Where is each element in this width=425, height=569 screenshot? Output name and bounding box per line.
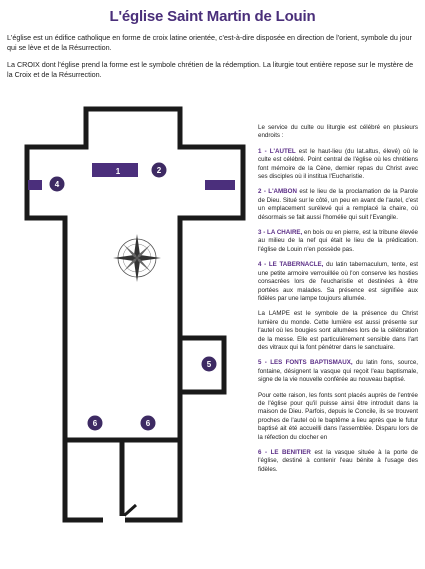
description-item-ambon (258, 188, 418, 222)
item-text: est le lieu de la proclamation de la Parole de Dieu. Situé sur le côté, un peu en avant de l'autel, c'est un emplacement surélevé qui a remplacé la chaire, où désormais se fait aussi l'homélie qui suit l'Evangile. (258, 188, 418, 221)
description-item-fonts-placement (258, 392, 418, 442)
marker-autel (116, 167, 121, 176)
marker-benitier-right (141, 416, 156, 431)
description-column (258, 124, 418, 481)
item-heading: 3 - LA CHAIRE, (258, 229, 303, 237)
description-item-fonts (258, 359, 418, 384)
item-heading: 5 - LES FONTS BAPTISMAUX, (258, 359, 353, 367)
item-text: est la vasque située à la porte de l'église, destiné à contenir l'eau bénite à l'usage des fidèles. (258, 449, 418, 473)
side-bench-right (205, 180, 235, 190)
item-text: du latin tabernaculum, tente, est une petite armoire verrouillée où l'on conserve les hosties consacrées lors de l'eucharistie et destinées à être portées aux malades. Sa présence est signifiée aux fidèles par une lampe toujours allumée. (258, 261, 419, 302)
description-item-benitier (258, 449, 418, 474)
item-heading: 6 - LE BENITIER (258, 449, 311, 456)
description-item-lampe (258, 310, 418, 352)
intro-paragraph-orientation: L'église est un édifice catholique en forme de croix latine orientée, c'est-à-dire disposée en direction de l'orient, symbole du jour qui se lève et de la Résurrection. (7, 33, 412, 52)
description-item-chaire (258, 229, 418, 254)
marker-ambon (152, 163, 167, 178)
marker-label: 5 (206, 360, 212, 369)
item-heading: 2 - L'AMBON (258, 188, 297, 196)
marker-label: 2 (156, 166, 162, 175)
page-title: L'église Saint Martin de Louin (109, 8, 316, 25)
item-text: en bois ou en pierre, est la tribune élevée au milieu de la nef qui était le lieu de la prédication. l'église de Louin n'en possède pas. (258, 229, 418, 253)
side-bench-left (28, 180, 42, 190)
marker-fonts-baptismaux (202, 357, 217, 372)
description-item-autel (258, 148, 418, 182)
description-item-tabernacle (258, 261, 418, 303)
item-heading: 4 - LE TABERNACLE, (258, 261, 324, 269)
marker-label: 6 (92, 419, 98, 428)
marker-tabernacle (50, 177, 65, 192)
item-text: Pour cette raison, les fonts sont placés auprès de l'entrée de l'église pour qu'il puisse ainsi être introduit dans la maison de Dieu. Parfois, depuis le Concile, ils se trouvent proches de l'autel où le baptême a lieu après que le futur baptisé ait été accueilli dans l'assemblée. Disparu lors de la réfection du clocher en (258, 391, 418, 441)
marker-label: 6 (145, 419, 151, 428)
item-heading: 1 - L'AUTEL (258, 147, 296, 155)
item-text: La LAMPE est le symbole de la présence du Christ lumière du monde. Cette lumière est aussi présente sur l'autel où les bougies sont allumées lors de la célébration de la messe. Elle est particulièrement sensible dans l'art des vitraux qui la font pénétrer dans le sanctuaire. (258, 310, 418, 351)
door-gap (103, 516, 125, 524)
marker-benitier-left (88, 416, 103, 431)
description-lead: Le service du culte ou liturgie est célébré en plusieurs endroits : (258, 124, 418, 140)
compass-rose-icon (113, 234, 161, 282)
item-text: du latin fons, source, fontaine, désignent la vasque qui reçoit l'eau baptismale, signe de la vie nouvelle conférée au nouveau baptisé. (258, 359, 418, 384)
item-text: est le haut-lieu (du lat.altus, élevé) où le culte est célébré. Point central de l'église où les chrétiens font mémoire de la Cène, dernier repas du Christ avec ses disciples où il institua l'Eucharistie. (258, 147, 418, 181)
intro-paragraph-croix: La CROIX dont l'église prend la forme est le symbole chrétien de la rédemption. La liturgie tout entière repose sur le mystère de la Croix et de la Résurrection. (7, 60, 414, 79)
marker-label: 4 (54, 180, 60, 189)
marker-label: 1 (115, 167, 121, 176)
